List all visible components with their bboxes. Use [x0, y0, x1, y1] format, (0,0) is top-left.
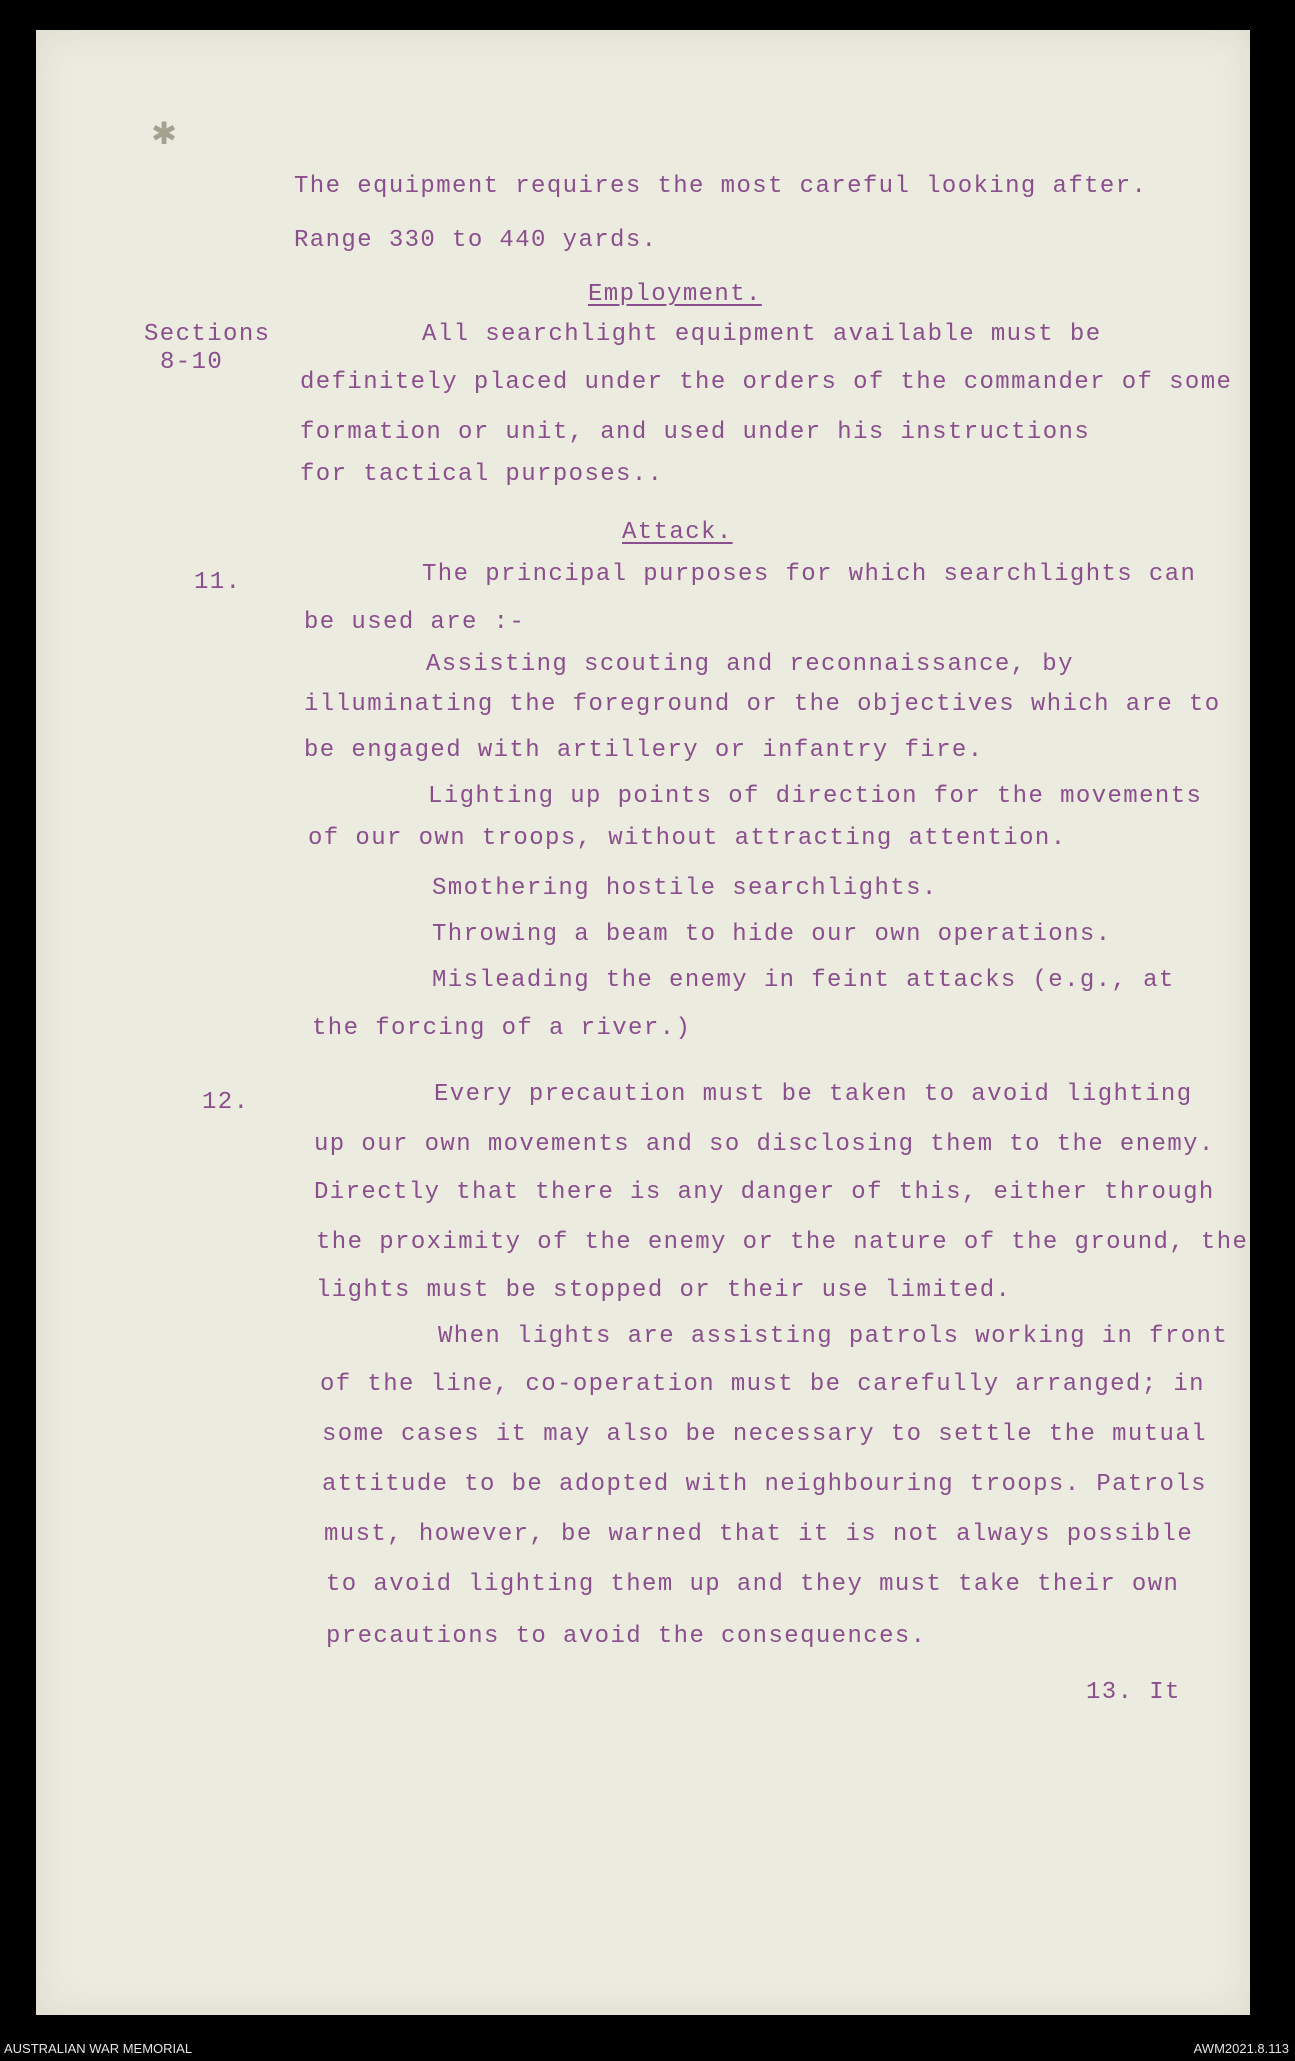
text-line: When lights are assisting patrols working in front	[438, 1323, 1229, 1350]
text-line: Every precaution must be taken to avoid lighting	[434, 1081, 1193, 1108]
section-heading-employment: Employment.	[588, 281, 762, 308]
text-line: Throwing a beam to hide our own operations.	[432, 921, 1112, 948]
text-line: The equipment requires the most careful looking after.	[294, 173, 1148, 200]
text-line: definitely placed under the orders of the commander of some	[300, 369, 1233, 396]
text-line: to avoid lighting them up and they must take their own	[326, 1571, 1180, 1598]
text-line: Lighting up points of direction for the movements	[428, 783, 1203, 810]
text-line: Smothering hostile searchlights.	[432, 875, 938, 902]
text-line: formation or unit, and used under his instructions	[300, 419, 1091, 446]
text-line: Range 330 to 440 yards.	[294, 227, 658, 254]
document-page	[36, 30, 1250, 2015]
margin-note-sections: Sections	[144, 321, 271, 348]
paragraph-number-12: 12.	[202, 1089, 250, 1116]
text-line: some cases it may also be necessary to settle the mutual	[322, 1421, 1207, 1448]
text-line: must, however, be warned that it is not always possible	[324, 1521, 1194, 1548]
text-line: the forcing of a river.)	[312, 1015, 692, 1042]
margin-note-section-range: 8-10	[160, 349, 224, 376]
text-line: precautions to avoid the consequences.	[326, 1623, 927, 1650]
text-line: Assisting scouting and reconnaissance, by	[426, 651, 1074, 678]
section-heading-attack: Attack.	[622, 519, 733, 546]
text-line: Misleading the enemy in feint attacks (e.g., at	[432, 967, 1175, 994]
footer-accession-number: AWM2021.8.113	[1193, 2041, 1289, 2056]
text-line: be used are :-	[304, 609, 526, 636]
text-line: of the line, co-operation must be carefully arranged; in	[320, 1371, 1205, 1398]
text-line: of our own troops, without attracting attention.	[308, 825, 1067, 852]
text-line: All searchlight equipment available must be	[422, 321, 1102, 348]
text-line: be engaged with artillery or infantry fire.	[304, 737, 984, 764]
text-line: illuminating the foreground or the objectives which are to	[304, 691, 1221, 718]
text-line: for tactical purposes..	[300, 461, 664, 488]
text-line: Directly that there is any danger of this, either through	[314, 1179, 1215, 1206]
paragraph-number-11: 11.	[194, 569, 242, 596]
text-line: the proximity of the enemy or the nature of the ground, the	[316, 1229, 1249, 1256]
footer-credit: AUSTRALIAN WAR MEMORIAL	[4, 2041, 193, 2056]
catchword: 13. It	[1086, 1679, 1181, 1706]
text-line: The principal purposes for which searchlights can	[422, 561, 1197, 588]
punch-hole-mark: ✱	[151, 112, 177, 157]
text-line: attitude to be adopted with neighbouring troops. Patrols	[322, 1471, 1207, 1498]
text-line: lights must be stopped or their use limited.	[316, 1277, 1012, 1304]
text-line: up our own movements and so disclosing them to the enemy.	[314, 1131, 1215, 1158]
